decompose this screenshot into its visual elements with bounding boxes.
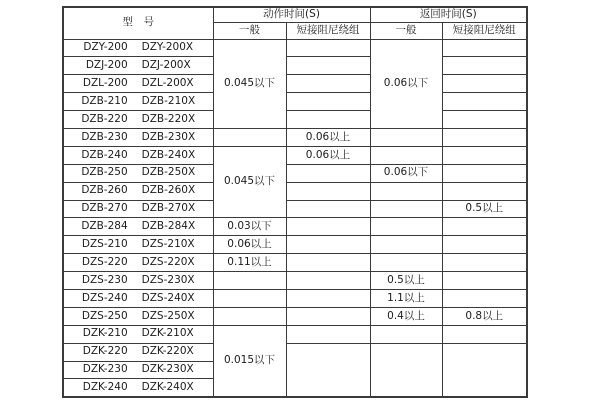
model-label: DZB-220X	[141, 112, 196, 125]
model-cell	[63, 272, 213, 290]
model-label: DZS-220	[81, 255, 128, 268]
cell-act-general	[213, 128, 286, 146]
model-label: DZB-220	[81, 112, 128, 125]
model-label: DZK-210	[82, 327, 128, 340]
table-row	[63, 128, 527, 146]
model-cell	[63, 254, 213, 272]
cell-act-damping	[286, 218, 370, 236]
model-label: DZK-230X	[141, 363, 194, 376]
model-label: DZB-250X	[141, 166, 196, 179]
cell-ret-general	[370, 236, 442, 254]
table-row	[63, 200, 527, 218]
cell-act-damping	[286, 75, 370, 93]
model-label: DZB-210X	[141, 94, 196, 107]
model-label: DZL-200X	[141, 76, 194, 89]
model-label: DZS-240X	[141, 291, 195, 304]
cell-ret-damping	[442, 164, 527, 182]
table-row	[63, 272, 527, 290]
cell-ret-general	[370, 146, 442, 164]
cell-ret-damping	[442, 272, 527, 290]
model-label: DZK-210X	[141, 327, 194, 340]
cell-act-damping: 0.06以上	[286, 146, 370, 164]
cell-act-general: 0.045以下	[213, 39, 286, 128]
cell-act-damping	[286, 93, 370, 111]
table-row	[63, 307, 527, 325]
cell-ret-general	[370, 254, 442, 272]
table-row	[63, 111, 527, 129]
cell-act-general: 0.045以下	[213, 146, 286, 218]
model-label: DZB-210	[81, 94, 128, 107]
cell-ret-damping	[442, 289, 527, 307]
cell-act-damping	[286, 39, 370, 57]
cell-act-damping	[286, 111, 370, 129]
model-label: DZB-260	[81, 184, 128, 197]
model-cell	[63, 325, 213, 343]
model-label: DZB-270X	[141, 202, 196, 215]
cell-act-damping	[286, 343, 370, 397]
cell-ret-general: 1.1以上	[370, 289, 442, 307]
model-cell	[63, 164, 213, 182]
model-label: DZB-240	[81, 148, 128, 161]
cell-ret-general: 0.06以下	[370, 164, 442, 182]
model-cell	[63, 93, 213, 111]
cell-ret-damping	[442, 39, 527, 57]
cell-act-damping	[286, 254, 370, 272]
model-label: DZY-200	[83, 41, 128, 54]
model-cell	[63, 361, 213, 379]
cell-act-damping	[286, 272, 370, 290]
cell-act-general	[213, 272, 286, 290]
table-row	[63, 254, 527, 272]
cell-act-general: 0.03以下	[213, 218, 286, 236]
cell-ret-general: 0.06以下	[370, 39, 442, 128]
model-label: DZS-210X	[141, 237, 195, 250]
cell-act-damping	[286, 325, 370, 343]
table-row	[63, 57, 527, 75]
cell-ret-general	[370, 218, 442, 236]
header-action-general: 一般	[213, 22, 286, 39]
table-header	[63, 7, 527, 39]
cell-ret-general	[370, 200, 442, 218]
cell-act-general	[213, 307, 286, 325]
cell-ret-damping	[442, 146, 527, 164]
model-cell	[63, 146, 213, 164]
model-cell	[63, 182, 213, 200]
cell-ret-damping	[442, 254, 527, 272]
table-row	[63, 164, 527, 182]
model-cell	[63, 128, 213, 146]
cell-ret-damping	[442, 128, 527, 146]
model-label: DZB-284	[81, 220, 128, 233]
model-cell	[63, 343, 213, 361]
model-label: DZS-210	[81, 237, 128, 250]
cell-act-general	[213, 289, 286, 307]
cell-ret-damping	[442, 111, 527, 129]
table-row	[63, 325, 527, 343]
cell-act-damping	[286, 164, 370, 182]
cell-act-damping	[286, 57, 370, 75]
model-label: DZB-260X	[141, 184, 196, 197]
cell-ret-damping	[442, 236, 527, 254]
model-label: DZK-240	[82, 380, 128, 393]
header-return-damping: 短接阻尼绕组	[442, 22, 527, 39]
cell-ret-damping: 0.8以上	[442, 307, 527, 325]
model-cell	[63, 307, 213, 325]
model-label: DZS-250	[81, 309, 128, 322]
table-row	[63, 146, 527, 164]
model-label: DZB-230X	[141, 130, 196, 143]
cell-ret-damping	[442, 93, 527, 111]
model-cell	[63, 218, 213, 236]
header-return-time: 返回时间(S)	[370, 7, 527, 22]
table-row	[63, 343, 527, 361]
model-label: DZK-220X	[141, 345, 194, 358]
cell-ret-general: 0.4以上	[370, 307, 442, 325]
cell-act-damping: 0.06以上	[286, 128, 370, 146]
header-action-damping: 短接阻尼绕组	[286, 22, 370, 39]
model-label: DZS-250X	[141, 309, 195, 322]
model-cell	[63, 75, 213, 93]
cell-ret-damping: 0.5以上	[442, 200, 527, 218]
model-label: DZB-230	[81, 130, 128, 143]
cell-ret-general	[370, 343, 442, 397]
model-label: DZK-240X	[141, 380, 194, 393]
cell-ret-damping	[442, 325, 527, 343]
model-label: DZK-220	[82, 345, 128, 358]
model-label: DZB-284X	[141, 220, 196, 233]
cell-ret-damping	[442, 218, 527, 236]
cell-ret-damping	[442, 57, 527, 75]
cell-act-general: 0.06以上	[213, 236, 286, 254]
cell-act-general: 0.11以上	[213, 254, 286, 272]
cell-act-damping	[286, 182, 370, 200]
model-label: DZS-240	[81, 291, 128, 304]
spec-table	[62, 6, 528, 398]
header-action-time: 动作时间(S)	[213, 7, 370, 22]
cell-ret-general	[370, 182, 442, 200]
cell-act-damping	[286, 289, 370, 307]
model-cell	[63, 236, 213, 254]
model-cell	[63, 289, 213, 307]
cell-ret-general	[370, 128, 442, 146]
cell-ret-damping	[442, 182, 527, 200]
model-label: DZS-220X	[141, 255, 195, 268]
table-row	[63, 289, 527, 307]
model-label: DZJ-200	[85, 59, 128, 72]
model-label: DZS-230X	[141, 273, 195, 286]
cell-act-general: 0.015以下	[213, 325, 286, 397]
cell-ret-damping	[442, 343, 527, 397]
cell-ret-general: 0.5以上	[370, 272, 442, 290]
header-return-general: 一般	[370, 22, 442, 39]
table-body	[63, 39, 527, 397]
table-row	[63, 182, 527, 200]
table-row	[63, 236, 527, 254]
table-row	[63, 218, 527, 236]
cell-ret-damping	[442, 75, 527, 93]
model-label: DZL-200	[82, 76, 128, 89]
model-label: DZY-200X	[141, 41, 194, 54]
cell-act-damping	[286, 307, 370, 325]
model-cell	[63, 379, 213, 397]
model-label: DZB-270	[81, 202, 128, 215]
model-label: DZS-230	[81, 273, 128, 286]
table-row	[63, 39, 527, 57]
cell-act-damping	[286, 236, 370, 254]
model-label: DZB-240X	[141, 148, 196, 161]
model-cell	[63, 57, 213, 75]
model-cell	[63, 111, 213, 129]
cell-act-damping	[286, 200, 370, 218]
model-cell	[63, 200, 213, 218]
model-label: DZJ-200X	[141, 59, 191, 72]
table-row	[63, 93, 527, 111]
header-model: 型 号	[63, 7, 213, 39]
model-cell	[63, 39, 213, 57]
model-label: DZB-250	[81, 166, 128, 179]
cell-ret-general	[370, 325, 442, 343]
model-label: DZK-230	[82, 363, 128, 376]
header-row-groups	[63, 7, 527, 22]
table-row	[63, 75, 527, 93]
